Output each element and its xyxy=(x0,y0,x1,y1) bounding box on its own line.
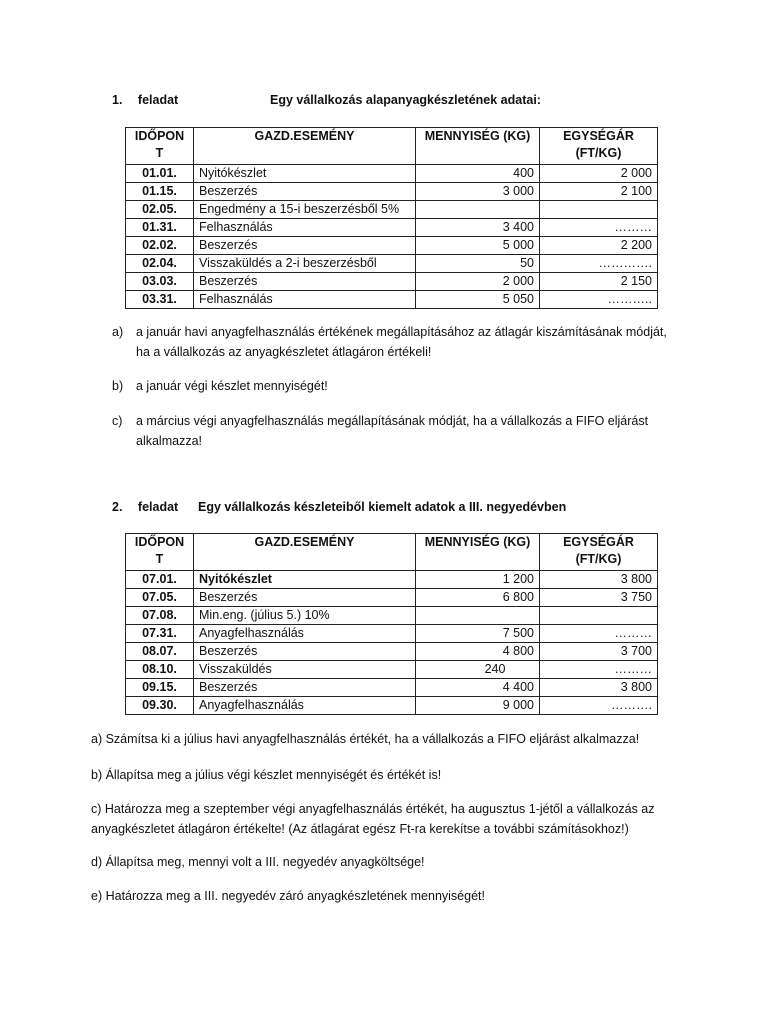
qty-cell: 5 050 xyxy=(416,291,540,309)
qty-cell: 3 000 xyxy=(416,183,540,201)
event-cell: Beszerzés xyxy=(194,183,416,201)
price-cell xyxy=(540,201,658,219)
table-row xyxy=(126,237,658,255)
table-row xyxy=(126,571,658,589)
qty-cell: 4 800 xyxy=(416,643,540,661)
task1-header-qty: MENNYISÉG (KG) xyxy=(416,128,540,165)
date-cell: 09.15. xyxy=(126,679,194,697)
date-cell: 03.31. xyxy=(126,291,194,309)
table-row xyxy=(126,697,658,715)
qty-cell: 1 200 xyxy=(416,571,540,589)
table-row xyxy=(126,219,658,237)
question-label: a) xyxy=(112,325,124,339)
table-row xyxy=(126,643,658,661)
qty-cell: 6 800 xyxy=(416,589,540,607)
price-cell: ……… xyxy=(540,219,658,237)
date-cell: 01.01. xyxy=(126,165,194,183)
task1-number: 1. xyxy=(112,93,123,107)
date-cell: 07.31. xyxy=(126,625,194,643)
price-cell xyxy=(540,607,658,625)
event-cell: Felhasználás xyxy=(194,219,416,237)
date-cell: 01.31. xyxy=(126,219,194,237)
task1-heading xyxy=(112,93,712,111)
event-cell: Visszaküldés xyxy=(194,661,416,679)
date-cell: 01.15. xyxy=(126,183,194,201)
qty-cell: 240 xyxy=(416,661,540,679)
task1-header-price: EGYSÉGÁR (FT/KG) xyxy=(540,128,658,165)
qty-cell: 50 xyxy=(416,255,540,273)
qty-cell xyxy=(416,607,540,625)
question-text: a január havi anyagfelhasználás értékének megállapításához az átlagár kiszámításának módját, ha a vállalkozás az anyagkészletet átlagáron értékeli! xyxy=(136,325,667,359)
price-cell: …………. xyxy=(540,255,658,273)
task2-heading xyxy=(112,500,712,518)
task2-header-event: GAZD.ESEMÉNY xyxy=(194,534,416,571)
question-text: a január végi készlet mennyiségét! xyxy=(136,379,328,393)
date-cell: 08.07. xyxy=(126,643,194,661)
date-cell: 07.05. xyxy=(126,589,194,607)
price-cell: 3 700 xyxy=(540,643,658,661)
qty-cell: 400 xyxy=(416,165,540,183)
task2-header-date: IDŐPON T xyxy=(126,534,194,571)
price-cell: ……… xyxy=(540,661,658,679)
question-text: d) Állapítsa meg, mennyi volt a III. negyedév anyagköltsége! xyxy=(91,855,425,869)
date-cell: 02.05. xyxy=(126,201,194,219)
task2-question-b xyxy=(91,765,691,785)
price-cell: ……….. xyxy=(540,291,658,309)
task2-question-e xyxy=(91,886,691,906)
date-cell: 09.30. xyxy=(126,697,194,715)
price-cell: 2 150 xyxy=(540,273,658,291)
task2-word: feladat xyxy=(137,500,179,514)
task2-question-a xyxy=(91,729,691,749)
event-cell: Beszerzés xyxy=(194,679,416,697)
task1-header-event: GAZD.ESEMÉNY xyxy=(194,128,416,165)
task2-header-qty: MENNYISÉG (KG) xyxy=(416,534,540,571)
task2-table xyxy=(125,533,658,715)
qty-cell: 4 400 xyxy=(416,679,540,697)
table-row xyxy=(126,589,658,607)
event-cell: Min.eng. (július 5.) 10% xyxy=(194,607,416,625)
price-cell: 2 200 xyxy=(540,237,658,255)
question-text: e) Határozza meg a III. negyedév záró anyagkészletének mennyiségét! xyxy=(91,889,485,903)
question-text: a) Számítsa ki a július havi anyagfelhasználás értékét, ha a vállalkozás a FIFO eljárást alkalmazza! xyxy=(91,732,640,746)
task1-question-a xyxy=(112,322,672,362)
event-cell: Beszerzés xyxy=(194,237,416,255)
price-cell: ……… xyxy=(540,625,658,643)
price-cell: 3 800 xyxy=(540,679,658,697)
question-text: a március végi anyagfelhasználás megállapításának módját, ha a vállalkozás a FIFO eljárást alkalmazza! xyxy=(136,414,649,448)
question-text: b) Állapítsa meg a július végi készlet mennyiségét és értékét is! xyxy=(91,768,442,782)
event-cell: Engedmény a 15-i beszerzésből 5% xyxy=(194,201,416,219)
table-row xyxy=(126,661,658,679)
qty-cell: 7 500 xyxy=(416,625,540,643)
event-cell: Anyagfelhasználás xyxy=(194,625,416,643)
task2-header-price: EGYSÉGÁR (FT/KG) xyxy=(540,534,658,571)
qty-cell: 5 000 xyxy=(416,237,540,255)
date-cell: 07.08. xyxy=(126,607,194,625)
table-row xyxy=(126,625,658,643)
task2-title: Egy vállalkozás készleteiből kiemelt adatok a III. negyedévben xyxy=(198,500,567,514)
qty-cell: 2 000 xyxy=(416,273,540,291)
question-label: b) xyxy=(112,379,124,393)
event-cell: Beszerzés xyxy=(194,643,416,661)
date-cell: 02.02. xyxy=(126,237,194,255)
task2-question-c xyxy=(91,799,671,839)
date-cell: 03.03. xyxy=(126,273,194,291)
table-row xyxy=(126,273,658,291)
price-cell: 3 750 xyxy=(540,589,658,607)
task1-header-date: IDŐPON T xyxy=(126,128,194,165)
table-row xyxy=(126,201,658,219)
table-row xyxy=(126,607,658,625)
price-cell: ………. xyxy=(540,697,658,715)
table-row xyxy=(126,679,658,697)
event-cell: Beszerzés xyxy=(194,273,416,291)
event-cell: Nyitókészlet xyxy=(194,571,416,589)
qty-cell: 3 400 xyxy=(416,219,540,237)
table-row xyxy=(126,183,658,201)
qty-cell: 9 000 xyxy=(416,697,540,715)
price-cell: 2 000 xyxy=(540,165,658,183)
date-cell: 02.04. xyxy=(126,255,194,273)
event-cell: Felhasználás xyxy=(194,291,416,309)
date-cell: 07.01. xyxy=(126,571,194,589)
price-cell: 2 100 xyxy=(540,183,658,201)
question-label: c) xyxy=(112,414,123,428)
date-cell: 08.10. xyxy=(126,661,194,679)
price-cell: 3 800 xyxy=(540,571,658,589)
qty-cell xyxy=(416,201,540,219)
task1-table xyxy=(125,127,658,309)
event-cell: Beszerzés xyxy=(194,589,416,607)
task1-title: Egy vállalkozás alapanyagkészletének adatai: xyxy=(270,93,541,107)
table-row xyxy=(126,291,658,309)
task1-question-c xyxy=(112,411,672,451)
event-cell: Anyagfelhasználás xyxy=(194,697,416,715)
task2-question-d xyxy=(91,852,691,872)
table-row xyxy=(126,255,658,273)
event-cell: Visszaküldés a 2-i beszerzésből xyxy=(194,255,416,273)
question-text: c) Határozza meg a szeptember végi anyagfelhasználás értékét, ha augusztus 1-jétől a vállalkozás az anyagkészletet átlagáron értékelte! (Az átlagárat egész Ft-ra kerekítse a további számításokhoz!) xyxy=(91,802,655,836)
table-row xyxy=(126,165,658,183)
event-cell: Nyitókészlet xyxy=(194,165,416,183)
task1-word: feladat xyxy=(137,93,179,107)
task2-number: 2. xyxy=(112,500,123,514)
task1-question-b xyxy=(112,376,672,396)
